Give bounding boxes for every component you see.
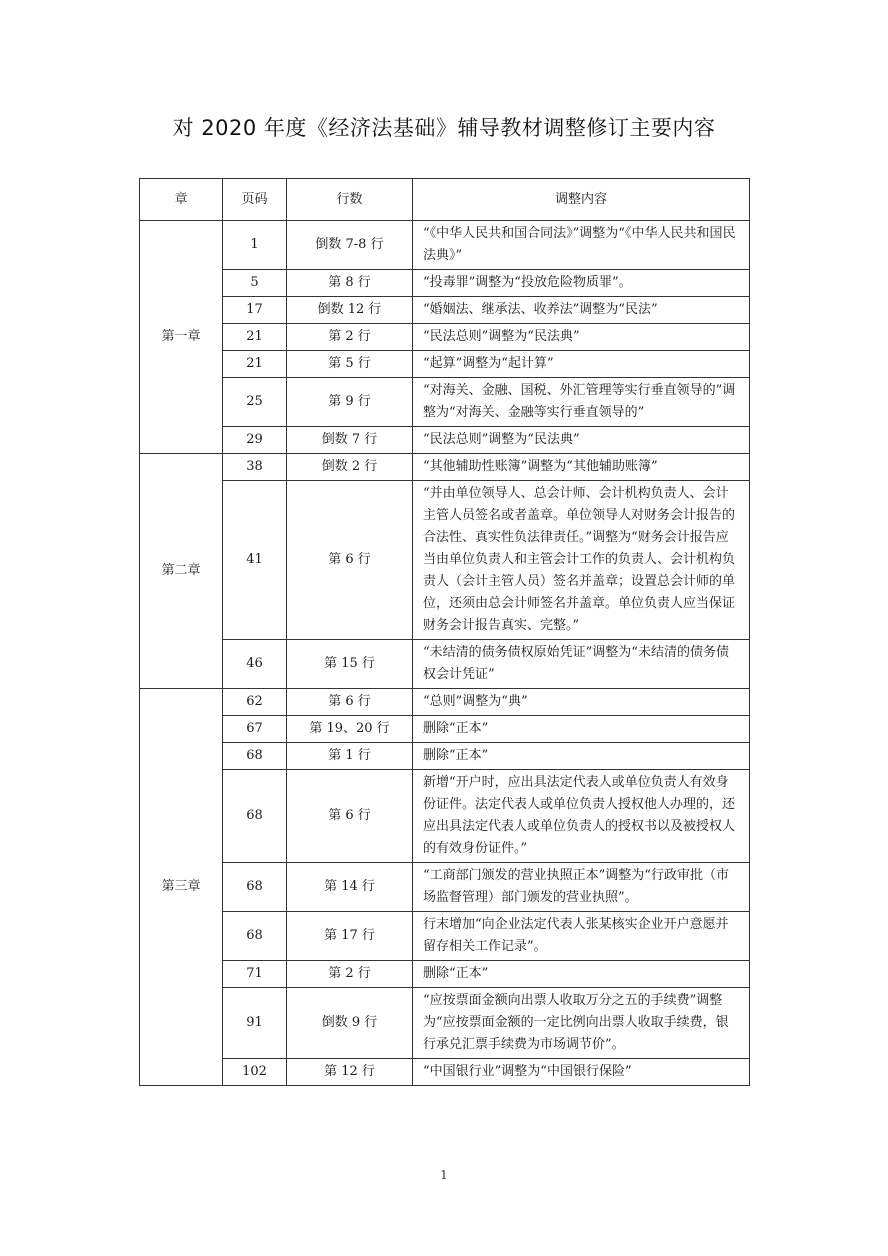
- table-row: [140, 297, 750, 324]
- table-row: [140, 481, 750, 640]
- page-cell: 91: [223, 988, 287, 1059]
- line-cell: 第 5 行: [287, 351, 413, 378]
- content-cell: “婚姻法、继承法、收养法”调整为“民法”: [413, 297, 750, 324]
- line-cell: 第 17 行: [287, 912, 413, 961]
- line-cell: 第 6 行: [287, 481, 413, 640]
- content-cell: 删除“正本”: [413, 716, 750, 743]
- content-cell: “并由单位领导人、总会计师、会计机构负责人、会计主管人员签名或者盖章。单位领导人对财务会计报告的合法性、真实性负法律责任。”调整为“财务会计报告应当由单位负责人和主管会计工作的负责人、会计机构负责人（会计主管人员）签名并盖章；设置总会计师的单位，还须由总会计师签名并盖章。单位负责人应当保证财务会计报告真实、完整。”: [413, 481, 750, 640]
- content-cell: “起算”调整为“起计算”: [413, 351, 750, 378]
- header-line: 行数: [287, 179, 413, 221]
- header-page: 页码: [223, 179, 287, 221]
- line-cell: 第 1 行: [287, 743, 413, 770]
- page-cell: 68: [223, 912, 287, 961]
- header-chapter: 章: [140, 179, 223, 221]
- table-row: [140, 1059, 750, 1086]
- document-title: 对 2020 年度《经济法基础》辅导教材调整修订主要内容: [172, 116, 716, 140]
- chapter-cell: 第一章: [140, 221, 223, 454]
- page-cell: 29: [223, 427, 287, 454]
- page-cell: 67: [223, 716, 287, 743]
- line-cell: 倒数 12 行: [287, 297, 413, 324]
- line-cell: 倒数 9 行: [287, 988, 413, 1059]
- line-cell: 第 8 行: [287, 270, 413, 297]
- table-row: [140, 427, 750, 454]
- adjustment-table: [139, 178, 750, 1086]
- page-cell: 21: [223, 351, 287, 378]
- content-cell: “中国银行业”调整为“中国银行保险”: [413, 1059, 750, 1086]
- page-cell: 17: [223, 297, 287, 324]
- page-cell: 21: [223, 324, 287, 351]
- page-cell: 68: [223, 863, 287, 912]
- line-cell: 倒数 2 行: [287, 454, 413, 481]
- table-row: [140, 221, 750, 270]
- table-row: [140, 689, 750, 716]
- table-row: [140, 640, 750, 689]
- line-cell: 倒数 7 行: [287, 427, 413, 454]
- page-cell: 102: [223, 1059, 287, 1086]
- chapter-cell: 第二章: [140, 454, 223, 689]
- line-cell: 第 2 行: [287, 961, 413, 988]
- chapter-cell: 第三章: [140, 689, 223, 1086]
- table-row: [140, 454, 750, 481]
- line-cell: 第 9 行: [287, 378, 413, 427]
- page-cell: 41: [223, 481, 287, 640]
- page-cell: 38: [223, 454, 287, 481]
- line-cell: 第 12 行: [287, 1059, 413, 1086]
- page-cell: 46: [223, 640, 287, 689]
- content-cell: “《中华人民共和国合同法》”调整为“《中华人民共和国民法典》”: [413, 221, 750, 270]
- page-cell: 5: [223, 270, 287, 297]
- content-cell: “应按票面金额向出票人收取万分之五的手续费”调整为“应按票面金额的一定比例向出票人收取手续费，银行承兑汇票手续费为市场调节价”。: [413, 988, 750, 1059]
- table-row: [140, 863, 750, 912]
- table-row: [140, 351, 750, 378]
- table-row: [140, 770, 750, 863]
- content-cell: “民法总则”调整为“民法典”: [413, 324, 750, 351]
- line-cell: 第 19、20 行: [287, 716, 413, 743]
- page-number: 1: [440, 1168, 448, 1182]
- table-row: [140, 324, 750, 351]
- page-cell: 68: [223, 743, 287, 770]
- content-cell: “投毒罪”调整为“投放危险物质罪”。: [413, 270, 750, 297]
- page-cell: 71: [223, 961, 287, 988]
- table-row: [140, 716, 750, 743]
- content-cell: “总则”调整为“典”: [413, 689, 750, 716]
- content-cell: “工商部门颁发的营业执照正本”调整为“行政审批（市场监督管理）部门颁发的营业执照”。: [413, 863, 750, 912]
- table-row: [140, 961, 750, 988]
- line-cell: 第 6 行: [287, 689, 413, 716]
- table-row: [140, 912, 750, 961]
- content-cell: 删除“正本”: [413, 743, 750, 770]
- page-cell: 1: [223, 221, 287, 270]
- header-content: 调整内容: [413, 179, 750, 221]
- page-cell: 62: [223, 689, 287, 716]
- table-row: [140, 988, 750, 1059]
- content-cell: “未结清的债务债权原始凭证”调整为“未结清的债务债权会计凭证”: [413, 640, 750, 689]
- content-cell: “对海关、金融、国税、外汇管理等实行垂直领导的”调整为“对海关、金融等实行垂直领导的”: [413, 378, 750, 427]
- content-cell: 删除“正本”: [413, 961, 750, 988]
- content-cell: 新增“开户时，应出具法定代表人或单位负责人有效身份证件。法定代表人或单位负责人授权他人办理的，还应出具法定代表人或单位负责人的授权书以及被授权人的有效身份证件。”: [413, 770, 750, 863]
- line-cell: 倒数 7-8 行: [287, 221, 413, 270]
- table-header-row: [140, 179, 750, 221]
- content-cell: 行末增加“向企业法定代表人张某核实企业开户意愿并留存相关工作记录”。: [413, 912, 750, 961]
- table-row: [140, 743, 750, 770]
- table-row: [140, 270, 750, 297]
- content-cell: “民法总则”调整为“民法典”: [413, 427, 750, 454]
- page-cell: 68: [223, 770, 287, 863]
- line-cell: 第 6 行: [287, 770, 413, 863]
- line-cell: 第 2 行: [287, 324, 413, 351]
- table-row: [140, 378, 750, 427]
- line-cell: 第 14 行: [287, 863, 413, 912]
- page-cell: 25: [223, 378, 287, 427]
- line-cell: 第 15 行: [287, 640, 413, 689]
- content-cell: “其他辅助性账簿”调整为“其他辅助账簿”: [413, 454, 750, 481]
